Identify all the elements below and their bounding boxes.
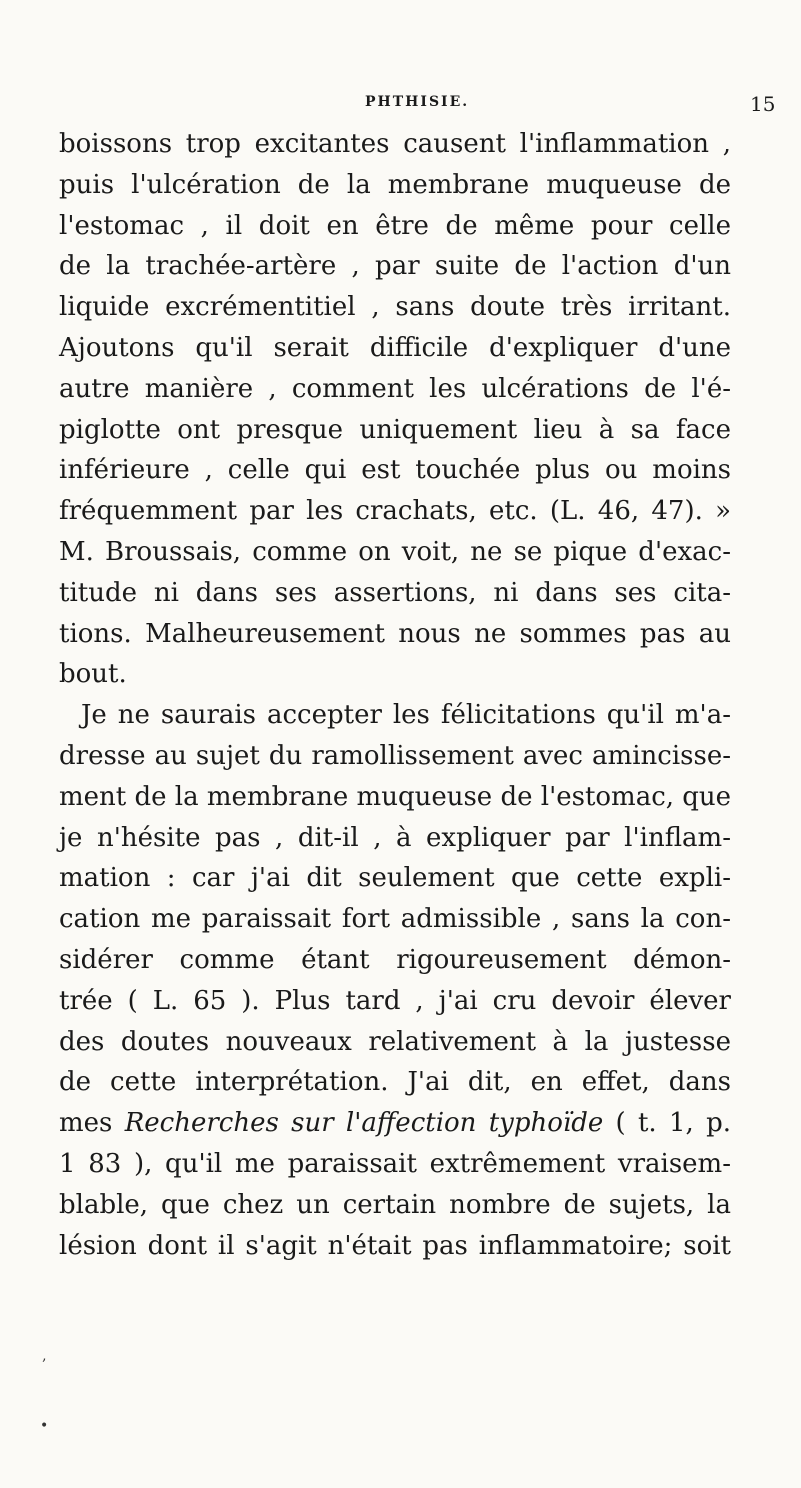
text-line: blable, que chez un certain nombre de sujets, la [59,1189,731,1220]
margin-dot-mark: • [40,1418,49,1434]
text-line: mation : car j'ai dit seulement que cette expli- [59,863,731,894]
text-line: trée ( L. 65 ). Plus tard , j'ai cru devoir élever [59,985,731,1016]
text-line: M. Broussais, comme on voit, ne se pique d'exac- [59,536,731,567]
text-line: inférieure , celle qui est touchée plus ou moins [59,455,731,486]
text-line: piglotte ont presque uniquement lieu à sa face [59,414,731,445]
text-fragment: ( t. 1, p. [603,1108,731,1139]
text-line: des doutes nouveaux relativement à la justesse [59,1026,731,1057]
text-line: puis l'ulcération de la membrane muqueuse de [59,169,731,200]
text-line: ment de la membrane muqueuse de l'estomac, que [59,781,732,812]
running-head [0,94,801,118]
text-line: boissons trop excitantes causent l'inflammation , [59,129,731,159]
running-title: PHTHISIE. [365,94,470,110]
text-line: bout. [59,659,127,690]
text-line: lésion dont il s'agit n'était pas inflammatoire; soit [59,1230,731,1261]
text-line: sidérer comme étant rigoureusement démon- [59,944,731,975]
text-line: tions. Malheureusement nous ne sommes pas au [59,618,731,649]
text-line: cation me paraissait fort admissible , sans la con- [59,904,731,935]
text-line: de la trachée-artère , par suite de l'action d'un [59,251,731,282]
text-line: autre manière , comment les ulcérations de l'é- [59,373,731,404]
text-line: fréquemment par les crachats, etc. (L. 46, 47). » [59,496,731,527]
text-fragment: mes [59,1108,125,1139]
text-line: liquide excrémentitiel , sans doute très irritant. [59,292,731,323]
text-line: Ajoutons qu'il serait difficile d'expliquer d'une [59,332,731,363]
body-text [59,124,731,1266]
text-line: je n'hésite pas , dit-il , à expliquer par l'inflam- [59,822,731,853]
page-number: 15 [750,92,776,116]
text-line: Je ne saurais accepter les félicitations qu'il m'a- [81,700,731,731]
text-line-with-title [59,1103,731,1144]
text-line: l'estomac , il doit en être de même pour celle [59,210,731,241]
text-line: de cette interprétation. J'ai dit, en effet, dans [59,1067,731,1098]
cited-work-title: Recherches sur l'affection typhoïde [124,1108,604,1139]
margin-comma-mark: ‚ [42,1348,47,1364]
text-line: 1 83 ), qu'il me paraissait extrêmement vraisem- [59,1148,731,1179]
text-line: titude ni dans ses assertions, ni dans ses cita- [59,577,731,608]
text-line: dresse au sujet du ramollissement avec amincisse- [59,740,731,771]
